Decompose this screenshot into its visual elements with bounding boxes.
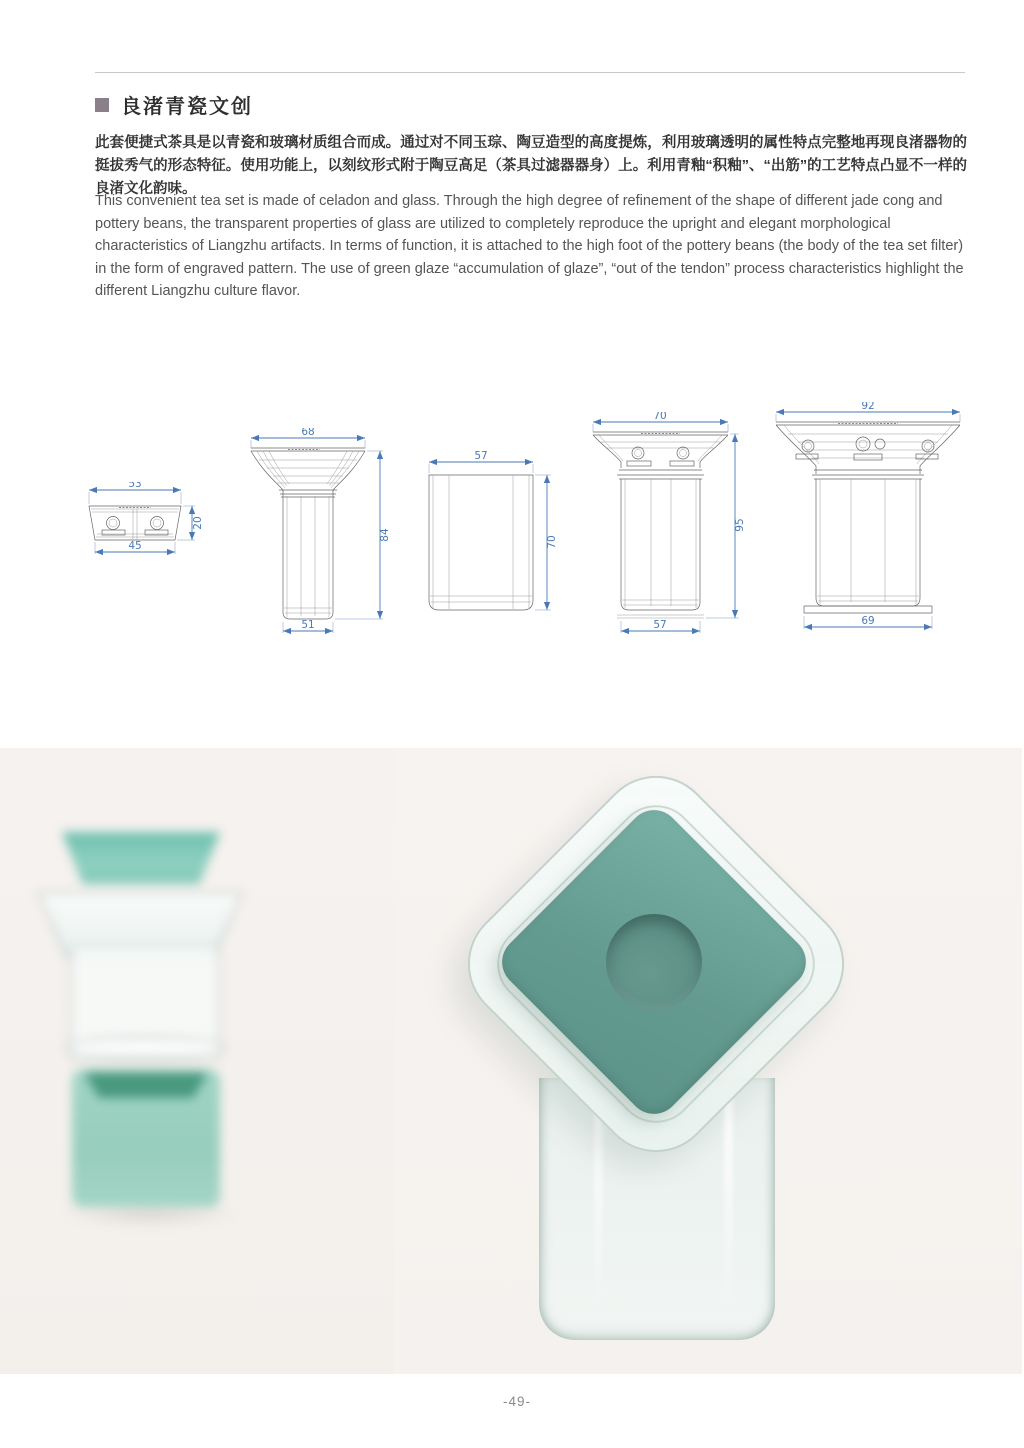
glass-highlight [724,1088,733,1318]
dim-label: 84 [379,528,391,542]
drawing-filter-cup [243,428,395,648]
section-title-block [95,90,253,119]
dim-label: 95 [734,518,746,532]
glass-cup-rim [64,1036,226,1060]
celadon-lid-part [62,832,220,884]
dim-label: 53 [128,482,142,490]
dim-label: 20 [192,516,204,530]
drawing-lid-side-view [83,482,211,567]
paragraph-english: This convenient tea set is made of celadon and glass. Through the high degree of refinement of the shape of different jade cong and pottery beans, the transparent properties of glass are utilized to completely reproduce the upright and elegant morphological characteristics of Liangzhu artifacts. In terms of function, it is attached to the high foot of the pottery beans (the body of the tea set filter) in the form of engraved pattern. The use of green glaze “accumulation of glaze”, “out of the tendon” process characteristics highlight the different Liangzhu culture flavor. [95,193,964,299]
top-divider [95,72,965,73]
page-title: 良渚青瓷文创 [121,96,253,118]
dim-label: 51 [301,619,315,631]
photo-exploded-view [0,748,394,1374]
paragraph-chinese: 此套便捷式茶具是以青瓷和玻璃材质组合而成。通过对不同玉琮、陶豆造型的高度提炼，利用玻璃透明的属性特点完整地再现良渚器物的挺拔秀气的形态特征。使用功能上，以刻纹形式附于陶豆高足（茶具过滤器器身）上。利用青釉“积釉”、“出筋”的工艺特点凸显不一样的良渚文化韵味。 [95,135,967,197]
dim-label: 68 [301,428,315,438]
page-number: -49- [502,1394,531,1409]
drawing-assembled-wide [768,402,968,647]
dim-label: 70 [653,412,667,422]
dim-label: 69 [861,615,875,627]
dim-label: 45 [128,540,142,552]
photo-assembled-top-view [394,748,1022,1374]
drawing-assembled-front [583,412,748,652]
dim-label: 57 [474,450,488,462]
dim-label: 57 [653,619,667,631]
exploded-parts [0,748,394,1374]
drawing-glass-cup [421,450,561,630]
section-bullet-icon [95,98,109,112]
dim-label: 70 [546,535,558,549]
dim-label: 92 [861,402,875,412]
celadon-base-opening [84,1072,208,1098]
lid-hole [606,914,702,1010]
